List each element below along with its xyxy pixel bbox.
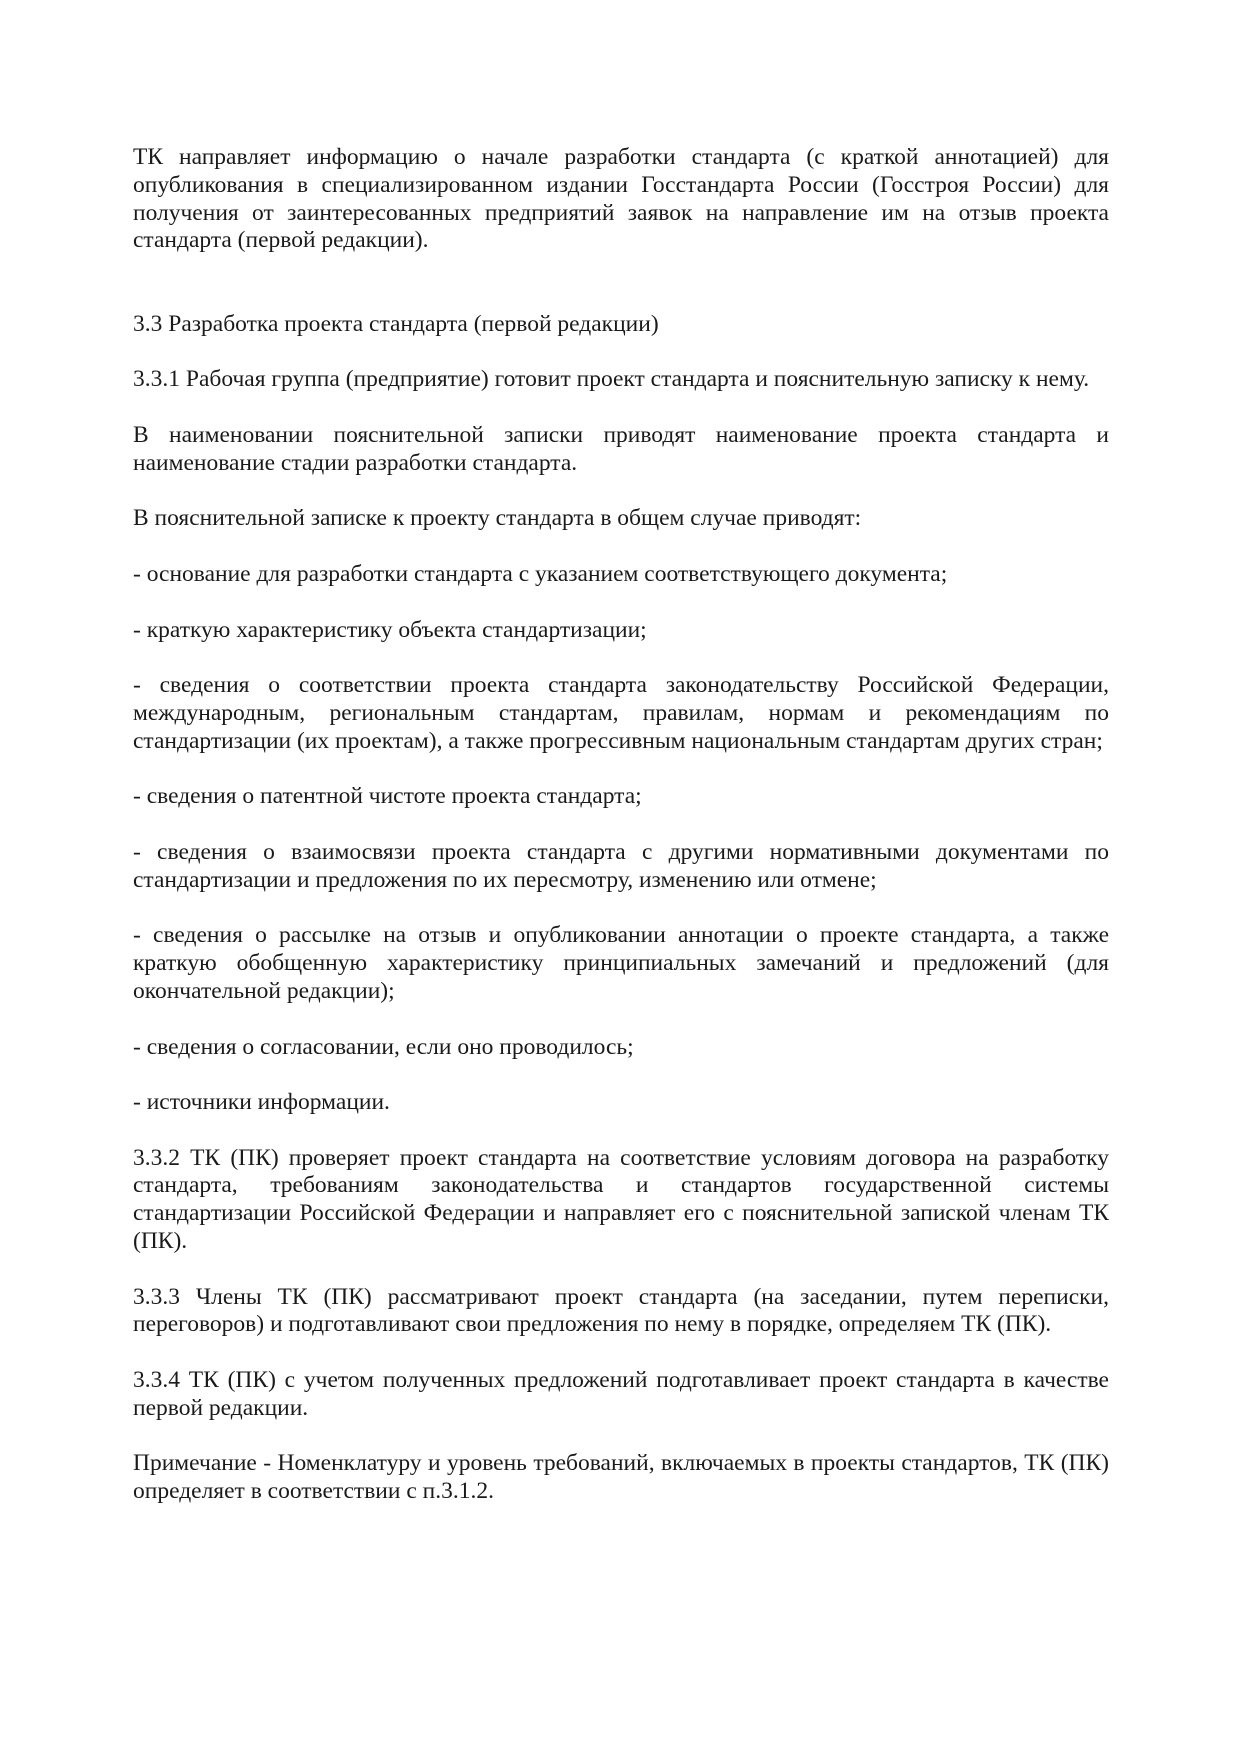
list-item-sources: - источники информации. (133, 1089, 390, 1116)
paragraph-3-3-1: 3.3.1 Рабочая группа (предприятие) готовит проект стандарта и пояснительную записку к нему. (133, 366, 1090, 393)
list-item-approval: - сведения о согласовании, если оно проводилось; (133, 1033, 634, 1060)
paragraph-3-3-4: 3.3.4 ТК (ПК) с учетом полученных предложений подготавливает проект стандарта в качестве первой редакции. (133, 1367, 1109, 1421)
spacer (133, 283, 1109, 311)
list-item-relationship: - сведения о взаимосвязи проекта стандарта с другими нормативными документами по стандартизации и предложения по их пересмотру, изменению или отмене; (133, 838, 1109, 893)
paragraph-3-3-2: 3.3.2 ТК (ПК) проверяет проект стандарта на соответствие условиям договора на разработку стандарта, требованиям законодательства и стандартов государственной системы стандартизации Российской Федерации и направляет его с пояснительной запиской членам ТК (ПК). (133, 1144, 1109, 1255)
paragraph-3-3-3: 3.3.3 Члены ТК (ПК) рассматривают проект стандарта (на заседании, путем переписки, переговоров) и подготавливают свои предложения по нему в порядке, определяем ТК (ПК). (133, 1283, 1109, 1338)
document-page (133, 144, 1109, 1534)
list-item-compliance: - сведения о соответствии проекта стандарта законодательству Российской Федерации, международным, региональным стандартам, правилам, нормам и рекомендациям по стандартизации (их проектам), а также прогрессивным национальным стандартам других стран; (133, 672, 1109, 754)
paragraph-note-title: В наименовании пояснительной записки приводят наименование проекта стандарта и наименование стадии разработки стандарта. (133, 421, 1109, 476)
paragraph-note: Примечание - Номенклатуру и уровень требований, включаемых в проекты стандартов, ТК (ПК) определяет в соответствии с п.3.1.2. (133, 1450, 1109, 1505)
list-item-characteristic: - краткую характеристику объекта стандартизации; (133, 616, 647, 643)
paragraph-note-contents: В пояснительной записке к проекту стандарта в общем случае приводят: (133, 505, 862, 532)
list-item-distribution: - сведения о рассылке на отзыв и опубликовании аннотации о проекте стандарта, а также краткую обобщенную характеристику принципиальных замечаний и предложений (для окончательной редакции); (133, 922, 1109, 1004)
paragraph-intro: ТК направляет информацию о начале разработки стандарта (с краткой аннотацией) для опубликования в специализированном издании Госстандарта России (Госстроя России) для получения от заинтересованных предприятий заявок на направление им на отзыв проекта стандарта (первой редакции). (133, 144, 1109, 254)
list-item-patent: - сведения о патентной чистоте проекта стандарта; (133, 783, 642, 810)
section-heading-3-3: 3.3 Разработка проекта стандарта (первой редакции) (133, 310, 659, 337)
list-item-basis: - основание для разработки стандарта с указанием соответствующего документа; (133, 560, 948, 587)
